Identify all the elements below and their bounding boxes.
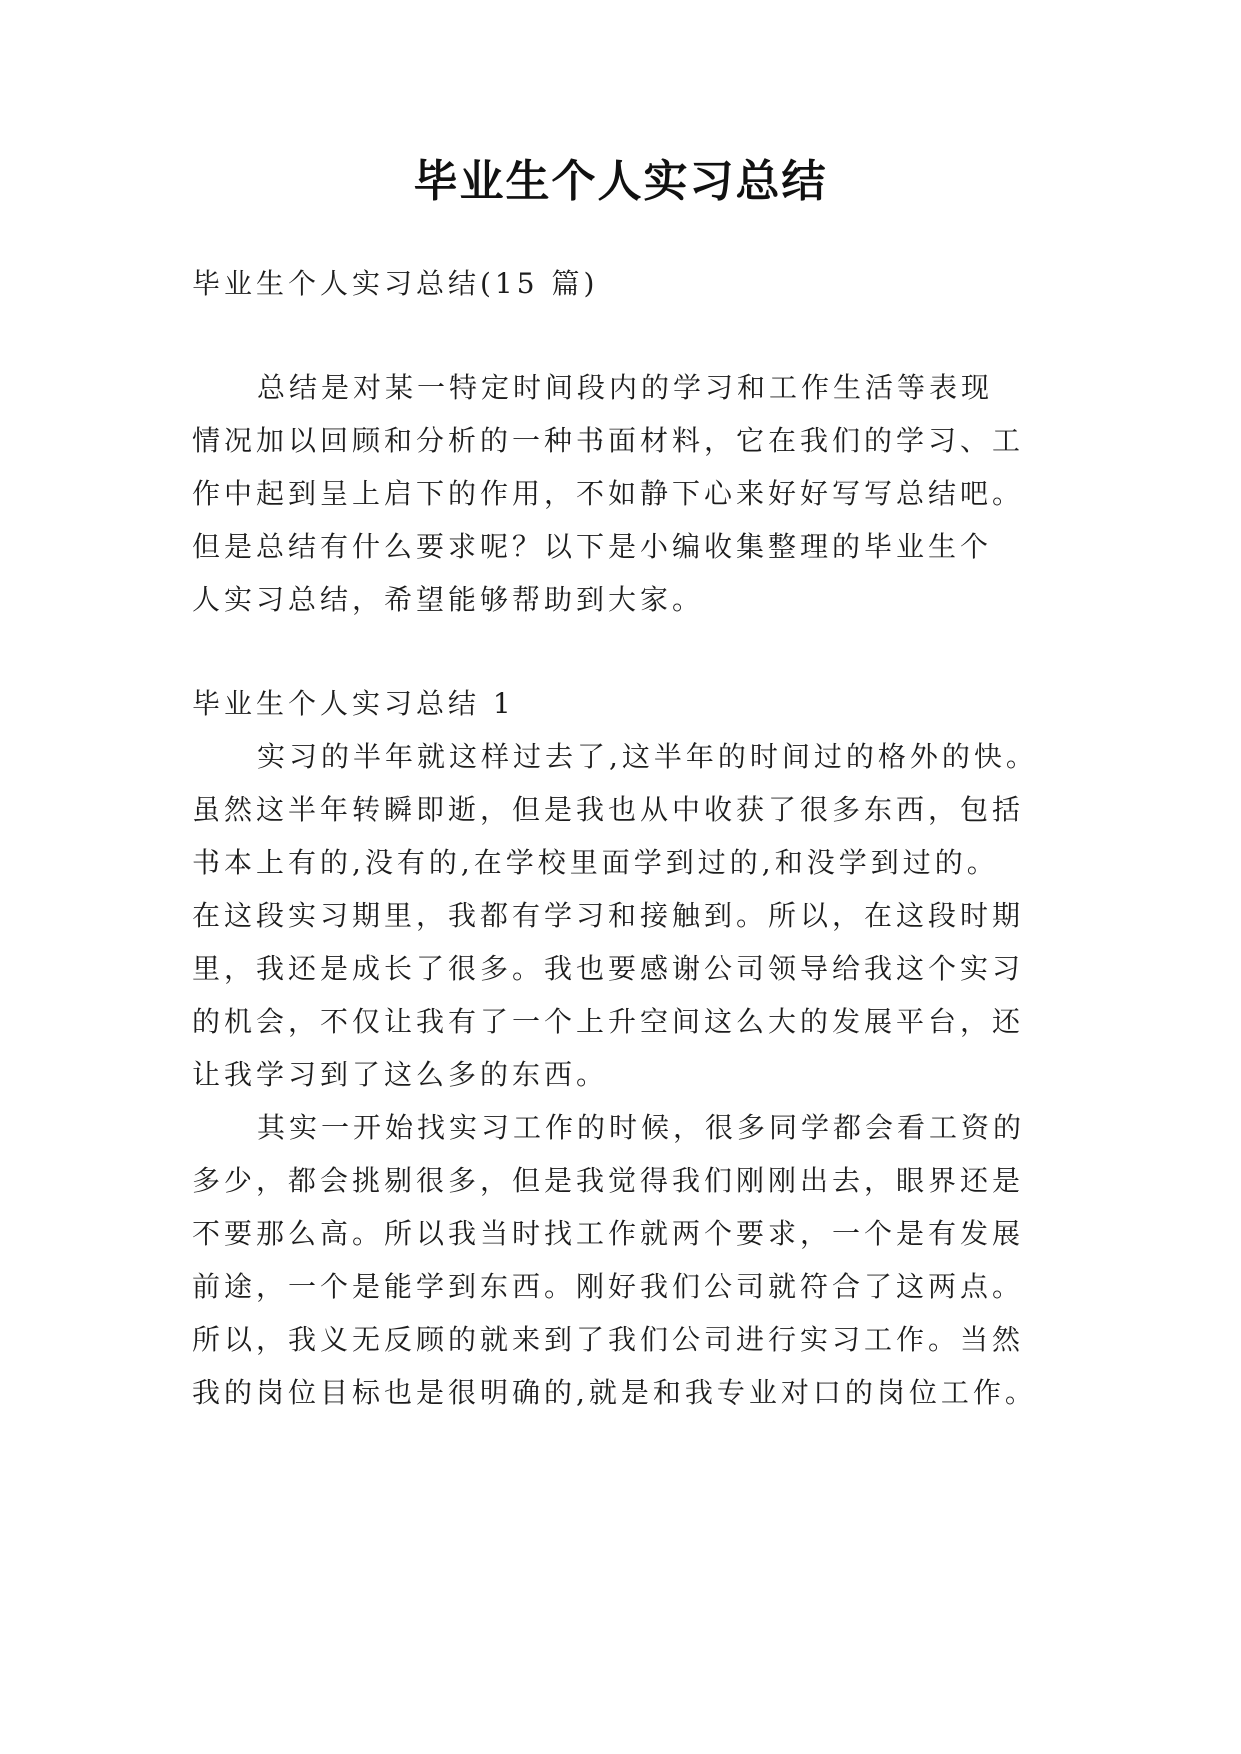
paragraph-line: 在这段实习期里，我都有学习和接触到。所以，在这段时期 — [192, 899, 1025, 932]
paragraph-line: 实习的半年就这样过去了,这半年的时间过的格外的快。 — [257, 740, 1038, 773]
intro-line: 但是总结有什么要求呢？以下是小编收集整理的毕业生个 — [192, 530, 993, 563]
paragraph-line: 书本上有的,没有的,在学校里面学到过的,和没学到过的。 — [192, 846, 999, 879]
intro-line: 人实习总结，希望能够帮助到大家。 — [192, 583, 705, 616]
paragraph-line: 虽然这半年转瞬即逝，但是我也从中收获了很多东西，包括 — [192, 793, 1025, 826]
paragraph-line: 我的岗位目标也是很明确的,就是和我专业对口的岗位工作。 — [192, 1376, 1037, 1409]
paragraph-line: 前途，一个是能学到东西。刚好我们公司就符合了这两点。 — [192, 1270, 1025, 1303]
paragraph-line: 多少，都会挑剔很多，但是我觉得我们刚刚出去，眼界还是 — [192, 1164, 1025, 1197]
document-subtitle: 毕业生个人实习总结(15 篇) — [192, 267, 599, 300]
paragraph-line: 让我学习到了这么多的东西。 — [192, 1058, 609, 1091]
paragraph-line: 的机会，不仅让我有了一个上升空间这么大的发展平台，还 — [192, 1005, 1025, 1038]
intro-line: 情况加以回顾和分析的一种书面材料，它在我们的学习、工 — [192, 424, 1025, 457]
intro-line: 总结是对某一特定时间段内的学习和工作生活等表现 — [257, 371, 994, 404]
paragraph-line: 其实一开始找实习工作的时候，很多同学都会看工资的 — [257, 1111, 1026, 1144]
section-heading: 毕业生个人实习总结 1 — [192, 687, 515, 720]
paragraph-line: 不要那么高。所以我当时找工作就两个要求，一个是有发展 — [192, 1217, 1025, 1250]
paragraph-line: 所以，我义无反顾的就来到了我们公司进行实习工作。当然 — [192, 1323, 1025, 1356]
paragraph-line: 里，我还是成长了很多。我也要感谢公司领导给我这个实习 — [192, 952, 1025, 985]
intro-line: 作中起到呈上启下的作用，不如静下心来好好写写总结吧。 — [192, 477, 1025, 510]
document-title: 毕业生个人实习总结 — [413, 156, 828, 207]
